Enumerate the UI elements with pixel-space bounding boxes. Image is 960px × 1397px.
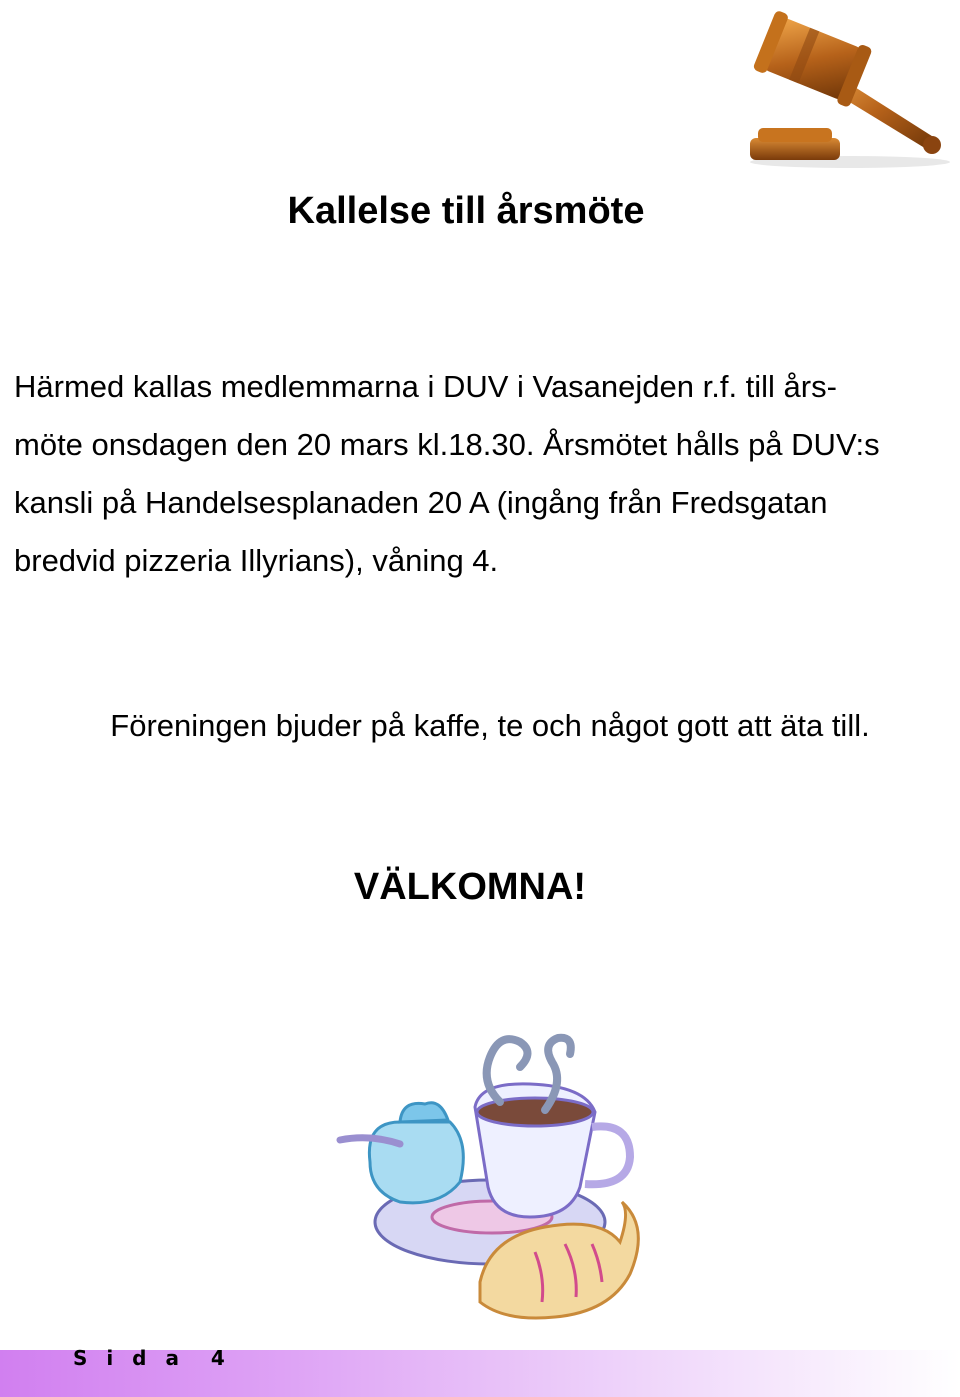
- welcome-text: VÄLKOMNA!: [353, 866, 587, 908]
- intro-line: kansli på Handelsesplanaden 20 A (ingång från Fredsgatan: [14, 485, 828, 520]
- page-number: S i d a 4: [73, 1346, 231, 1370]
- intro-line: bredvid pizzeria Illyrians), våning 4.: [14, 543, 499, 578]
- refreshments-text: Föreningen bjuder på kaffe, te och något gott att äta till.: [110, 708, 870, 743]
- intro-line: Härmed kallas medlemmarna i DUV i Vasanejden r.f. till års-: [14, 369, 837, 404]
- gavel-icon: [740, 0, 960, 175]
- document-title: Kallelse till årsmöte: [287, 190, 645, 232]
- intro-line: möte onsdagen den 20 mars kl.18.30. Årsmötet hålls på DUV:s: [14, 427, 880, 462]
- invitation-paragraph: [14, 358, 952, 590]
- coffee-cup-icon: [330, 1012, 650, 1328]
